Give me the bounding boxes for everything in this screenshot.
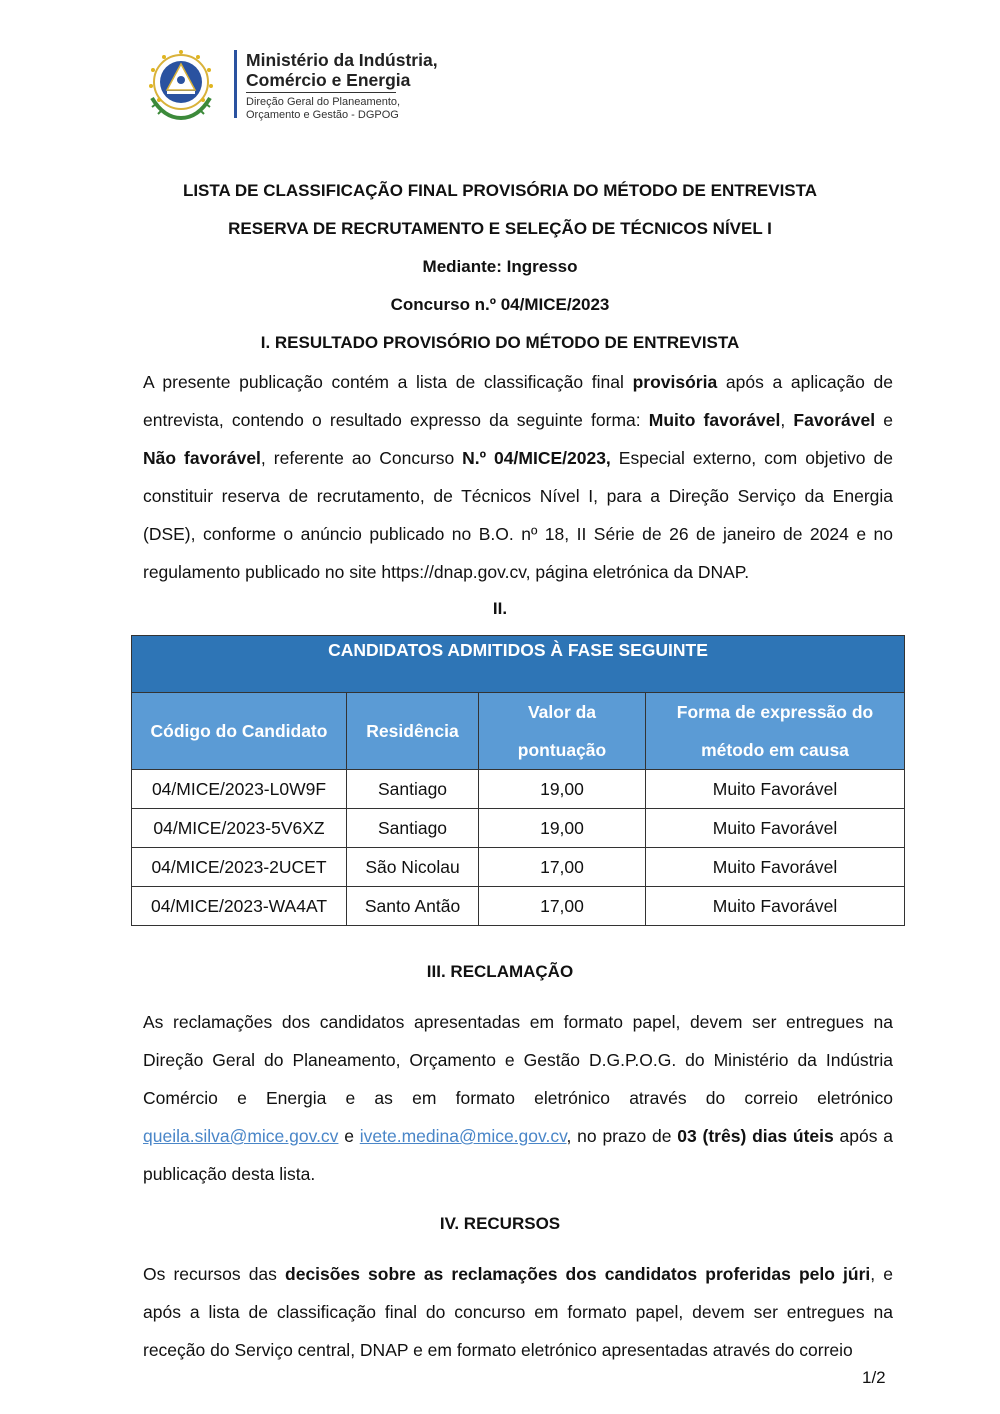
table-row	[132, 887, 905, 926]
cell-code: 04/MICE/2023-5V6XZ	[132, 809, 347, 848]
ministry-line-1: Ministério da Indústria,	[246, 50, 438, 70]
table-row	[132, 770, 905, 809]
col-header-residence: Residência	[347, 693, 479, 770]
table-row	[132, 809, 905, 848]
cell-score: 17,00	[479, 887, 646, 926]
appeals-paragraph	[143, 1255, 893, 1369]
p2-text-a: As reclamações dos candidatos apresentadas em formato papel, devem ser entregues na Direção Geral do Planeamento, Orçamento e Gestão D.G.P.O.G. do Ministério da Indústria Comércio e Energia e as em formato eletrónico através do correio eletrónico	[143, 1012, 893, 1108]
p1-bold-concurso: N.º 04/MICE/2023,	[462, 448, 611, 468]
p3-bold-decisions: decisões sobre as reclamações dos candidatos proferidas pelo júri	[285, 1264, 871, 1284]
col-header-expression: Forma de expressão do método em causa	[646, 693, 905, 770]
dept-line-1: Direção Geral do Planeamento,	[246, 96, 401, 108]
contest-number: Concurso n.º 04/MICE/2023	[390, 295, 610, 314]
cell-score: 17,00	[479, 848, 646, 887]
table-row	[132, 848, 905, 887]
cell-score: 19,00	[479, 809, 646, 848]
email-link-queila[interactable]: queila.silva@mice.gov.cv	[143, 1126, 339, 1146]
col-header-code: Código do Candidato	[132, 693, 347, 770]
section-4-heading: IV. RECURSOS	[439, 1214, 561, 1233]
p3-text-c: , e após a lista de classificação final do concurso em formato papel, devem ser entregues na receção do Serviço central, DNAP e em formato eletrónico apresentadas através do correio	[143, 1264, 893, 1360]
ministry-name	[246, 50, 438, 90]
cell-expression: Muito Favorável	[646, 809, 905, 848]
p3-text-a: Os recursos das	[143, 1264, 286, 1284]
national-seal-icon	[142, 48, 220, 122]
cell-residence: Santiago	[347, 770, 479, 809]
p1-bold-favoravel: Favorável	[793, 410, 876, 430]
document-title: LISTA DE CLASSIFICAÇÃO FINAL PROVISÓRIA DO MÉTODO DE ENTREVISTA	[182, 181, 818, 200]
p1-bold-muito-favoravel: Muito favorável	[648, 410, 781, 430]
p1-text-a: A presente publicação contém a lista de classificação final	[143, 372, 633, 392]
p2-bold-deadline: 03 (três) dias úteis	[677, 1126, 834, 1146]
p2-text-b: e	[338, 1126, 360, 1146]
cell-expression: Muito Favorável	[646, 770, 905, 809]
ministry-line-2: Comércio e Energia	[246, 70, 411, 90]
email-link-ivete[interactable]: ivete.medina@mice.gov.cv	[359, 1126, 567, 1146]
section-1-heading: I. RESULTADO PROVISÓRIO DO MÉTODO DE ENTREVISTA	[260, 333, 740, 352]
cell-score: 19,00	[479, 770, 646, 809]
cell-code: 04/MICE/2023-WA4AT	[132, 887, 347, 926]
p2-text-c: , no prazo de	[566, 1126, 678, 1146]
p2-text-e: após a publicação desta lista.	[143, 1126, 893, 1184]
p1-text-e: ,	[780, 410, 794, 430]
cell-expression: Muito Favorável	[646, 848, 905, 887]
cell-residence: São Nicolau	[347, 848, 479, 887]
department-name	[246, 96, 400, 122]
p1-text-c: após a aplicação de entrevista, contendo o resultado expresso da seguinte forma:	[143, 372, 893, 430]
document-subtitle: RESERVA DE RECRUTAMENTO E SELEÇÃO DE TÉCNICOS NÍVEL I	[228, 219, 772, 238]
candidates-table	[131, 635, 905, 926]
col-header-score: Valor da pontuação	[479, 693, 646, 770]
cell-code: 04/MICE/2023-2UCET	[132, 848, 347, 887]
p1-bold-nao-favoravel: Não favorável	[143, 448, 261, 468]
complaints-paragraph	[143, 1003, 893, 1193]
p1-bold-provisoria: provisória	[632, 372, 718, 392]
header-rule	[246, 92, 396, 93]
intro-paragraph	[143, 363, 893, 591]
table-band-title: CANDIDATOS ADMITIDOS À FASE SEGUINTE	[132, 636, 905, 693]
cell-residence: Santiago	[347, 809, 479, 848]
section-2-heading: II.	[492, 599, 508, 618]
cell-code: 04/MICE/2023-L0W9F	[132, 770, 347, 809]
p1-text-g: e	[875, 410, 893, 430]
admission-mode: Mediante: Ingresso	[422, 257, 578, 276]
cell-residence: Santo Antão	[347, 887, 479, 926]
section-3-heading: III. RECLAMAÇÃO	[426, 962, 574, 981]
page-number: 1/2	[862, 1368, 886, 1387]
cell-expression: Muito Favorável	[646, 887, 905, 926]
ministry-header	[142, 44, 482, 124]
header-divider	[234, 50, 237, 118]
p1-text-i: , referente ao Concurso	[260, 448, 463, 468]
p1-text-k: Especial externo, com objetivo de constituir reserva de recrutamento, de Técnicos Nível I, para a Direção Serviço da Energia (DSE), conforme o anúncio publicado no B.O. nº 18, II Série de 26 de janeiro de 2024 e no regulamento publicado no site https://dnap.gov.cv, página eletrónica da DNAP.	[143, 448, 893, 582]
dept-line-2: Orçamento e Gestão - DGPOG	[246, 109, 399, 121]
